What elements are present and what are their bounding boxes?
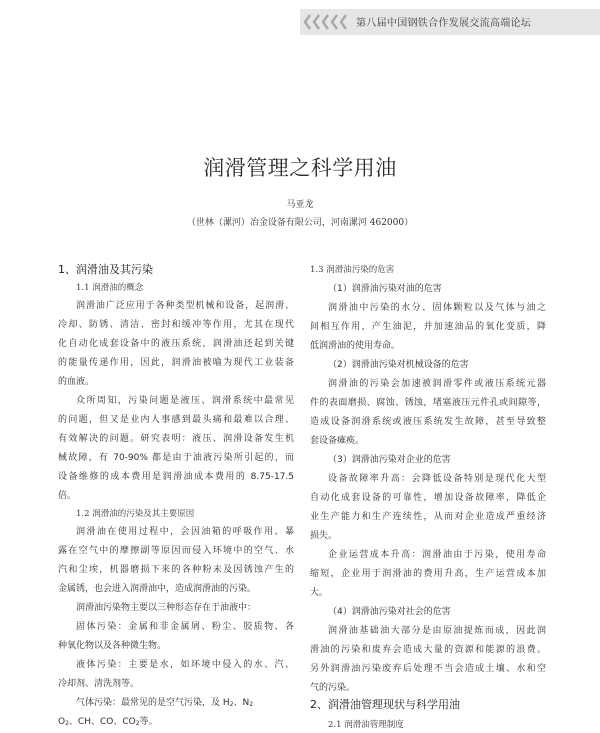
paragraph-line: 的血液。 [58,377,95,387]
subsection-heading: 1.1 润滑油的概念 [76,283,144,293]
paragraph-line: 滑油的污染和废弃会造成大量的资源和能源的浪费。 [310,645,546,655]
paragraph-line: 露在空气中的摩擦副等原因而侵入环境中的空气、水 [58,546,294,556]
paragraph-line: 设备故障率升高：会降低设备特别是现代化大型 [328,474,546,484]
paragraph-line: 固体污染：金属和非金属屑、粉尘、胶质物、各 [76,622,294,632]
chevron-left-icon [321,12,330,32]
subsection-heading: 1.3 润滑油污染的危害 [310,265,395,275]
paragraph-line: 的问题，但又是业内人事感到最头痛和最难以合理、 [58,415,294,425]
paragraph-line: 冷却、防锈、清洁、密封和缓冲等作用，尤其在现代 [58,320,294,330]
paragraph-line: 润滑油在使用过程中，会因油箱的呼吸作用、暴 [76,527,294,537]
paragraph-line: 的能量传递作用，因此，润滑油被喻为现代工业装备 [58,358,294,368]
paragraph-line: 自动化成套设备的可靠性，增加设备故障率，降低企 [310,493,546,503]
paragraph-line: 损失。 [310,531,338,541]
paragraph-line: 汽和尘埃，机器磨损下来的各种粉末及因锈蚀产生的 [58,565,294,575]
item-heading: （2）润滑油污染对机械设备的危害 [328,360,469,370]
paragraph-line: 冷却剂、清洗剂等。 [58,679,140,689]
header-chevrons [303,12,348,32]
item-heading: （4）润滑油污染对社会的危害 [328,607,451,617]
paragraph-line: 化自动化成套设备中的液压系统，润滑油还起到关键 [58,339,294,349]
paragraph-line: 倍。 [58,491,77,501]
paragraph-line: 润滑油污染物主要以三种形态存在于油液中： [76,603,257,613]
paragraph-line: 金属锈，也会进入润滑油中，造成润滑油的污染。 [58,584,257,594]
paragraph-line: 业生产能力和生产连续性，从而对企业造成严重经济 [310,512,546,522]
article-author: 马亚龙 [286,200,314,210]
section-heading: 1、润滑油及其污染 [58,263,153,276]
paragraph-line: 润滑油中污染的水分、固体颗粒以及气体与油之 [328,303,546,313]
section-heading: 2、润滑油管理现状与科学用油 [310,698,460,711]
article-affiliation: （世林（漯河）冶金设备有限公司，河南漯河 462000） [186,218,414,228]
conference-title: 第八届中国钢铁合作发展交流高端论坛 [356,18,532,29]
paragraph-line: 缩短，企业用于润滑油的费用升高，生产运营成本加 [310,569,546,579]
chevron-left-icon [330,12,339,32]
paragraph-line: 设备维修的成本费用是润滑油成本费用的 8.75-17.5 [58,472,294,482]
paragraph-line: 间相互作用，产生油泥，并加速油品的氧化变质，降 [310,322,546,332]
paragraph-line: 种氧化物以及各种微生物。 [58,641,167,651]
paragraph-line: 套设备瘫痪。 [310,436,365,446]
paragraph-line: 气的污染。 [310,683,356,693]
subsection-heading: 1.2 润滑油的污染及其主要原因 [76,509,195,519]
paragraph-line: 企业运营成本升高：润滑油由于污染，使用寿命 [328,550,546,560]
item-heading: （3）润滑油污染对企业的危害 [328,455,451,465]
paragraph-line: 械故障，有 70-90% 都是由于油液污染所引起的，而 [58,453,294,463]
paragraph-line: 众所周知，污染问题是液压、润滑系统中最常见 [76,396,294,406]
paragraph-line: 液体污染：主要是水，如环境中侵入的水、汽、 [76,660,294,670]
paragraph-line: 大。 [310,588,329,598]
paragraph-line: 润滑油基础油大部分是由原油提炼而成，因此润 [328,626,546,636]
paragraph-line: 造成设备润滑系统或液压系统发生故障，甚至导致整 [310,417,546,427]
paragraph-line: 件的表面磨损、腐蚀、锈蚀，堵塞液压元件孔或间隙等， [310,398,546,408]
chevron-left-icon [312,12,321,32]
item-heading: （1）润滑油污染对油的危害 [328,284,442,294]
subsection-heading: 2.1 润滑油管理制度 [328,720,404,730]
article-title: 润滑管理之科学用油 [203,156,397,180]
paragraph-line: 润滑油的污染会加速被润滑零件或液压系统元器 [328,379,546,389]
paragraph-line: 低润滑油的使用寿命。 [310,341,401,351]
paragraph-line: 另外润滑油污染废弃后处理不当会造成土壤、水和空 [310,664,546,674]
chevron-left-icon [303,12,312,32]
paragraph-line: $O_2$、CH、CO、$CO_2$等。 [58,717,158,727]
paragraph-line: 有效解决的问题。研究表明：液压、润滑设备发生机 [58,434,294,444]
chevron-left-icon [339,12,348,32]
paragraph-line: 润滑油广泛应用于各种类型机械和设备，起润滑、 [76,301,294,311]
paragraph-line: 气体污染：最常见的是空气污染，及 $H_2$、$N_2$ [76,698,254,708]
